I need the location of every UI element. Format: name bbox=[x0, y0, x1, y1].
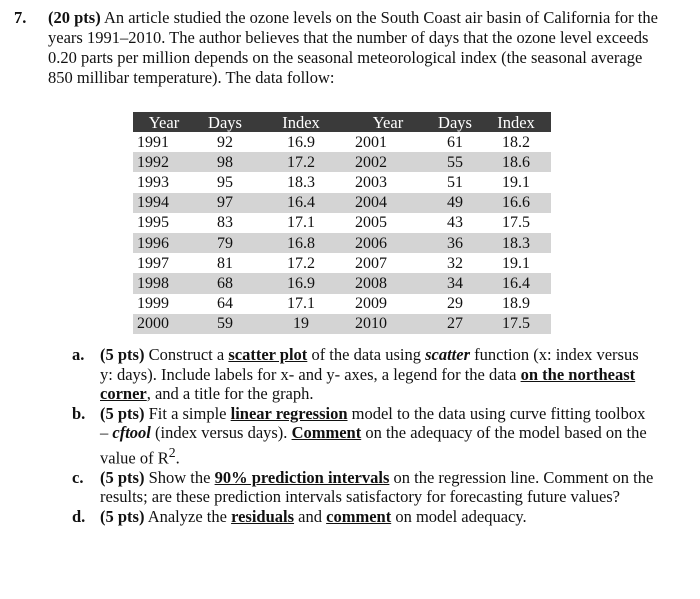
cell-days-2: 34 bbox=[429, 273, 481, 293]
cell-days-1: 97 bbox=[195, 193, 255, 213]
table-row bbox=[133, 233, 551, 253]
cell-index-2: 19.1 bbox=[502, 173, 530, 191]
header-year-2: Year bbox=[347, 112, 429, 132]
part-d-emphasis-comment: comment bbox=[326, 506, 392, 526]
cell-year-2: 2004 bbox=[347, 193, 429, 213]
cell-days-2: 36 bbox=[429, 233, 481, 253]
table-row bbox=[133, 273, 551, 293]
part-a-text-4: , and a title for the graph. bbox=[146, 384, 314, 403]
part-c-points: (5 pts) bbox=[100, 467, 145, 487]
table-row bbox=[133, 314, 551, 334]
cell-year-2: 2009 bbox=[355, 295, 387, 313]
cell-year-2: 2008 bbox=[347, 273, 429, 293]
cell-year-2: 2006 bbox=[347, 233, 429, 253]
part-a-label: a. bbox=[72, 345, 85, 364]
part-d-text-3: on model adequacy. bbox=[395, 506, 527, 526]
cell-year-1: 1998 bbox=[133, 273, 195, 293]
ozone-data-table bbox=[133, 112, 551, 334]
table-body bbox=[133, 132, 551, 334]
table-row bbox=[133, 294, 551, 314]
cell-index-1: 17.1 bbox=[287, 295, 315, 313]
question-parts bbox=[72, 345, 654, 526]
cell-days-1: 59 bbox=[195, 314, 255, 334]
part-d-text-2: and bbox=[298, 506, 322, 526]
cell-index-2: 16.6 bbox=[481, 193, 551, 213]
cell-index-2: 18.2 bbox=[502, 133, 530, 151]
table-row bbox=[133, 152, 551, 172]
cell-days-1: 64 bbox=[217, 295, 233, 313]
table-row bbox=[133, 253, 551, 273]
cell-index-1: 17.2 bbox=[287, 254, 315, 272]
part-a-text-2: of the data using bbox=[311, 345, 421, 364]
part-c-text-1: Show the bbox=[148, 467, 211, 487]
cell-days-2: 49 bbox=[429, 193, 481, 213]
cell-year-1: 1999 bbox=[137, 295, 169, 313]
cell-index-1: 16.9 bbox=[287, 133, 315, 151]
cell-index-2: 18.6 bbox=[481, 152, 551, 172]
part-b-superscript: 2 bbox=[168, 444, 176, 460]
header-index-2: Index bbox=[481, 112, 551, 132]
cell-index-1: 16.4 bbox=[255, 193, 347, 213]
cell-year-2: 2002 bbox=[347, 152, 429, 172]
problem-stem bbox=[48, 8, 664, 88]
cell-year-1: 1996 bbox=[133, 233, 195, 253]
part-c-emphasis-prediction-intervals: 90% prediction intervals bbox=[214, 467, 390, 487]
table-row bbox=[133, 132, 551, 152]
problem-7 bbox=[14, 8, 664, 88]
part-b-function-cftool: cftool bbox=[112, 423, 151, 442]
part-b-text-3: (index versus days). bbox=[155, 423, 288, 442]
cell-days-2: 55 bbox=[429, 152, 481, 172]
cell-year-1: 1995 bbox=[137, 214, 169, 232]
cell-year-2: 2007 bbox=[355, 254, 387, 272]
header-days-1: Days bbox=[195, 112, 255, 132]
part-a-function-scatter: scatter bbox=[425, 345, 470, 364]
problem-stem-text: An article studied the ozone levels on the South Coast air basin of California for the years 1991–2010. The author believes that the number of days that the ozone level exceeds 0.20 parts per million depends on the seasonal meteorological index (the seasonal average 850 millibar temperature). The data follow: bbox=[48, 8, 658, 87]
cell-index-2: 18.3 bbox=[481, 233, 551, 253]
part-d-emphasis-residuals: residuals bbox=[231, 506, 295, 526]
cell-days-2: 43 bbox=[447, 214, 463, 232]
part-b-emphasis-linear-regression: linear regression bbox=[230, 403, 348, 423]
part-a-text-1: Construct a bbox=[148, 345, 225, 364]
cell-days-1: 68 bbox=[195, 273, 255, 293]
cell-year-1: 1992 bbox=[133, 152, 195, 172]
cell-year-2: 2003 bbox=[355, 173, 387, 191]
cell-days-1: 92 bbox=[217, 133, 233, 151]
cell-year-2: 2001 bbox=[355, 133, 387, 151]
part-c-text-2: on the regression line. Comment on the results; are these prediction intervals satisfactory for forecasting future values? bbox=[100, 467, 654, 506]
part-b-text-2: model to the data using curve fitting toolbox – bbox=[100, 403, 646, 442]
cell-index-1: 18.3 bbox=[287, 173, 315, 191]
cell-index-2: 19.1 bbox=[502, 254, 530, 272]
cell-index-1: 16.9 bbox=[255, 273, 347, 293]
part-d-label: d. bbox=[72, 506, 86, 526]
cell-year-1: 1991 bbox=[137, 133, 169, 151]
part-b-text-1: Fit a simple bbox=[148, 403, 227, 423]
part-b-label: b. bbox=[72, 403, 86, 423]
cell-year-1: 2000 bbox=[133, 314, 195, 334]
part-b-points: (5 pts) bbox=[100, 403, 145, 423]
part-a-text-3: function (x: index versus y: days). Include labels for x- and y- axes, a legend for the data bbox=[100, 345, 639, 384]
cell-days-1: 83 bbox=[217, 214, 233, 232]
cell-year-1: 1994 bbox=[133, 193, 195, 213]
part-c-label: c. bbox=[72, 467, 84, 487]
cell-index-2: 17.5 bbox=[502, 214, 530, 232]
cell-index-1: 16.8 bbox=[255, 233, 347, 253]
cell-days-1: 81 bbox=[217, 254, 233, 272]
cell-index-1: 17.1 bbox=[287, 214, 315, 232]
header-year-1: Year bbox=[133, 112, 195, 132]
part-b-emphasis-comment: Comment bbox=[291, 423, 362, 442]
cell-days-1: 95 bbox=[217, 173, 233, 191]
header-days-2: Days bbox=[429, 112, 481, 132]
part-a-points: (5 pts) bbox=[100, 345, 145, 364]
header-index-1: Index bbox=[255, 112, 347, 132]
part-b-text-5: . bbox=[175, 448, 180, 467]
part-a-emphasis-scatter-plot: scatter plot bbox=[228, 345, 308, 364]
cell-year-1: 1993 bbox=[137, 173, 169, 191]
table-row bbox=[133, 193, 551, 213]
problem-points: (20 pts) bbox=[48, 8, 101, 27]
cell-index-2: 16.4 bbox=[481, 273, 551, 293]
cell-days-2: 32 bbox=[447, 254, 463, 272]
cell-days-2: 27 bbox=[429, 314, 481, 334]
cell-days-1: 98 bbox=[195, 152, 255, 172]
cell-year-1: 1997 bbox=[137, 254, 169, 272]
part-b bbox=[72, 404, 654, 468]
table-row bbox=[133, 172, 551, 192]
cell-days-1: 79 bbox=[195, 233, 255, 253]
part-b-text-4: on the adequacy of the model based on the value of R bbox=[100, 423, 647, 467]
cell-days-2: 29 bbox=[447, 295, 463, 313]
cell-index-1: 19 bbox=[255, 314, 347, 334]
part-d bbox=[72, 507, 654, 527]
cell-days-2: 61 bbox=[447, 133, 463, 151]
cell-year-2: 2010 bbox=[347, 314, 429, 334]
part-c bbox=[72, 468, 654, 507]
cell-year-2: 2005 bbox=[355, 214, 387, 232]
problem-number: 7. bbox=[14, 8, 27, 27]
part-d-points: (5 pts) bbox=[100, 506, 145, 526]
cell-index-2: 17.5 bbox=[481, 314, 551, 334]
cell-index-1: 17.2 bbox=[255, 152, 347, 172]
part-a bbox=[72, 345, 654, 404]
table-row bbox=[133, 213, 551, 233]
part-a-emphasis-northeast: on the northeast corner bbox=[100, 364, 636, 403]
table-header-row bbox=[133, 112, 551, 132]
cell-days-2: 51 bbox=[447, 173, 463, 191]
part-d-text-1: Analyze the bbox=[147, 506, 227, 526]
cell-index-2: 18.9 bbox=[502, 295, 530, 313]
